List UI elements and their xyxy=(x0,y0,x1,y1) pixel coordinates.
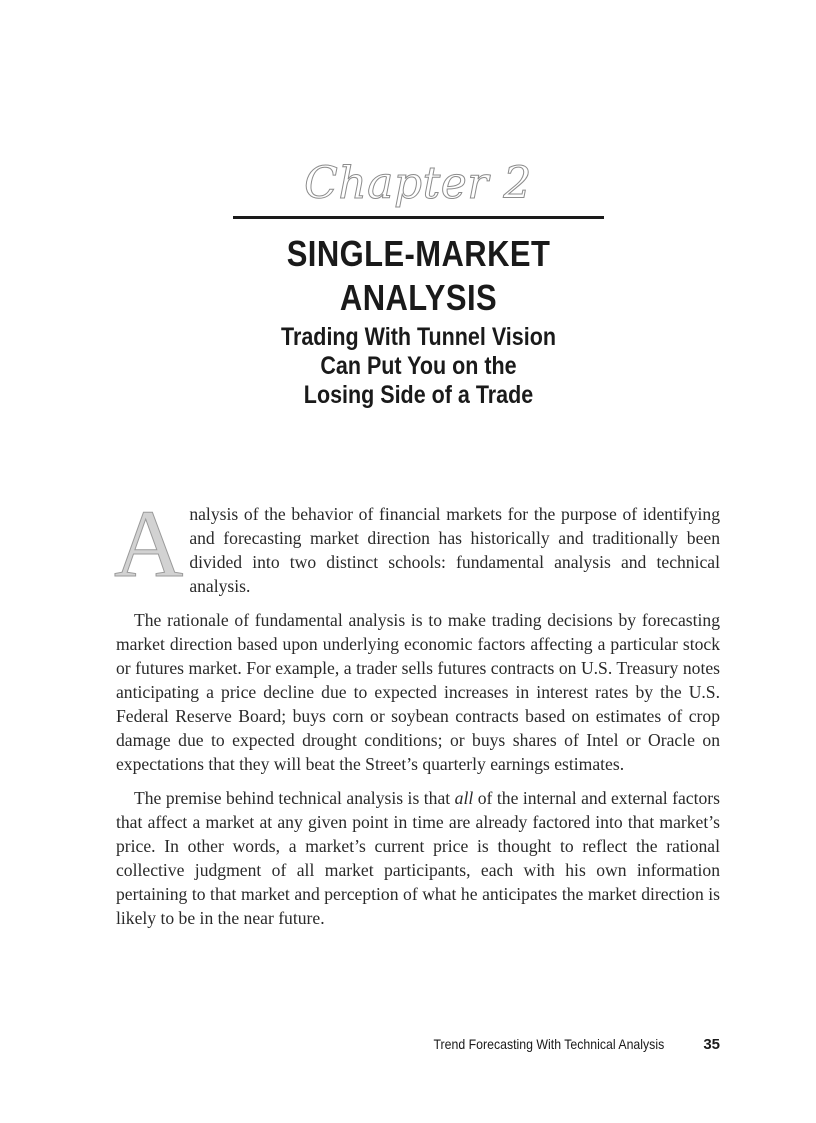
paragraph-1-text: nalysis of the behavior of financial markets for the purpose of identifying and forecasting market direction has historically and traditionally been divided into two distinct schools: fundamental analysis and technical analysis. xyxy=(189,504,720,596)
chapter-title-line-1: SINGLE-MARKET xyxy=(286,233,551,274)
paragraph-3 xyxy=(116,786,720,930)
chapter-title xyxy=(259,232,578,320)
paragraph-3-text-start: The premise behind technical analysis is that xyxy=(134,788,455,808)
paragraph-2: The rationale of fundamental analysis is to make trading decisions by forecasting market direction based upon underlying economic factors affecting a particular stock or futures market. For example, a trader sells futures contracts on U.S. Treasury notes anticipating a price decline due to expected increases in interest rates by the U.S. Federal Reserve Board; buys corn or soybean contracts based on estimates of crop damage due to expected drought conditions; or buys shares of Intel or Oracle on expectations that they will beat the Street’s quarterly earnings estimates. xyxy=(116,610,720,774)
paragraph-3-emphasis: all xyxy=(454,788,474,808)
paragraph-3-text-end: of the internal and external factors that affect a market at any given point in time are already factored into that market’s price. In other words, a market’s current price is thought to reflect the rational collective judgment of all market participants, each with his own information pertaining to that market and perception of what he anticipates the market direction is likely to be in the near future. xyxy=(116,788,721,928)
chapter-label: Chapter 2 xyxy=(304,158,532,209)
chapter-rule-divider xyxy=(233,216,604,219)
chapter-subtitle xyxy=(259,323,578,410)
chapter-subtitle-line-1: Trading With Tunnel Vision xyxy=(281,323,556,351)
chapter-subtitle-line-2: Can Put You on the xyxy=(320,352,517,380)
drop-cap-letter: A xyxy=(114,490,184,597)
paragraph-1 xyxy=(114,490,720,598)
chapter-subtitle-line-3: Losing Side of a Trade xyxy=(303,381,534,409)
chapter-title-line-2: ANALYSIS xyxy=(339,277,498,318)
page-footer xyxy=(116,1036,720,1056)
footer-book-title: Trend Forecasting With Technical Analysis xyxy=(433,1036,664,1052)
footer-page-number: 35 xyxy=(703,1036,720,1053)
body-text xyxy=(114,490,721,940)
